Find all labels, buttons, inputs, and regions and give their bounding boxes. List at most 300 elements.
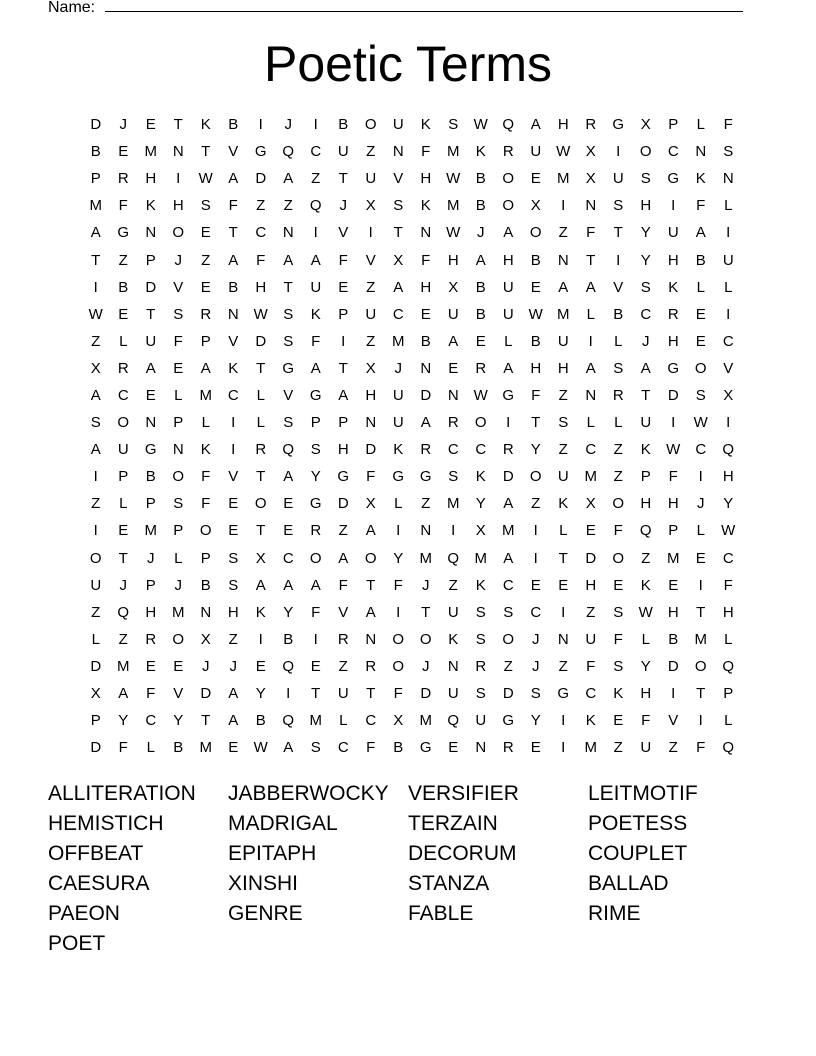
grid-letter[interactable]: U bbox=[392, 414, 404, 432]
grid-letter[interactable]: O bbox=[502, 630, 515, 648]
grid-letter[interactable]: S bbox=[475, 630, 486, 648]
grid-letter[interactable]: S bbox=[90, 414, 101, 432]
grid-letter[interactable]: G bbox=[502, 386, 515, 404]
grid-letter[interactable]: A bbox=[365, 603, 376, 621]
grid-letter[interactable]: I bbox=[258, 630, 263, 648]
grid-letter[interactable]: Z bbox=[448, 576, 458, 594]
grid-letter[interactable]: U bbox=[447, 685, 459, 703]
grid-letter[interactable]: X bbox=[365, 495, 376, 513]
grid-letter[interactable]: E bbox=[338, 278, 349, 296]
grid-letter[interactable]: H bbox=[337, 441, 349, 459]
grid-letter[interactable]: T bbox=[696, 603, 706, 621]
grid-letter[interactable]: V bbox=[338, 603, 349, 621]
grid-letter[interactable]: A bbox=[310, 359, 321, 377]
grid-letter[interactable]: F bbox=[393, 576, 403, 594]
grid-letter[interactable]: Z bbox=[503, 657, 513, 675]
grid-letter[interactable]: A bbox=[228, 170, 239, 188]
grid-letter[interactable]: A bbox=[585, 359, 596, 377]
grid-letter[interactable]: J bbox=[697, 495, 705, 513]
grid-letter[interactable]: L bbox=[256, 386, 265, 404]
grid-letter[interactable]: K bbox=[558, 495, 569, 513]
grid-letter[interactable]: P bbox=[310, 414, 321, 432]
grid-letter[interactable]: W bbox=[556, 143, 571, 161]
grid-letter[interactable]: U bbox=[530, 143, 542, 161]
grid-letter[interactable]: B bbox=[228, 116, 239, 134]
grid-letter[interactable]: L bbox=[504, 332, 513, 350]
grid-letter[interactable]: K bbox=[668, 278, 679, 296]
grid-letter[interactable]: M bbox=[694, 630, 707, 648]
grid-letter[interactable]: B bbox=[530, 332, 541, 350]
grid-letter[interactable]: J bbox=[532, 630, 540, 648]
grid-letter[interactable]: G bbox=[502, 712, 515, 730]
grid-letter[interactable]: L bbox=[119, 332, 128, 350]
grid-letter[interactable]: R bbox=[502, 739, 514, 757]
grid-letter[interactable]: Z bbox=[613, 739, 623, 757]
grid-letter[interactable]: Z bbox=[228, 630, 238, 648]
grid-letter[interactable]: E bbox=[310, 657, 321, 675]
grid-letter[interactable]: S bbox=[283, 332, 294, 350]
grid-letter[interactable]: L bbox=[641, 630, 650, 648]
grid-letter[interactable]: O bbox=[254, 495, 267, 513]
grid-letter[interactable]: D bbox=[667, 386, 679, 404]
grid-letter[interactable]: S bbox=[173, 495, 184, 513]
grid-letter[interactable]: N bbox=[200, 603, 212, 621]
grid-letter[interactable]: D bbox=[365, 441, 377, 459]
grid-letter[interactable]: Q bbox=[639, 522, 652, 540]
grid-letter[interactable]: S bbox=[723, 143, 734, 161]
grid-letter[interactable]: I bbox=[561, 712, 566, 730]
grid-letter[interactable]: E bbox=[530, 170, 541, 188]
grid-letter[interactable]: R bbox=[310, 522, 322, 540]
grid-letter[interactable]: F bbox=[696, 197, 706, 215]
grid-letter[interactable]: T bbox=[558, 549, 568, 567]
grid-letter[interactable]: N bbox=[172, 441, 184, 459]
grid-letter[interactable]: O bbox=[502, 170, 515, 188]
grid-letter[interactable]: O bbox=[529, 468, 542, 486]
grid-letter[interactable]: W bbox=[446, 224, 461, 242]
grid-letter[interactable]: A bbox=[283, 468, 294, 486]
grid-letter[interactable]: M bbox=[117, 657, 130, 675]
grid-letter[interactable]: E bbox=[695, 549, 706, 567]
grid-letter[interactable]: K bbox=[640, 576, 651, 594]
grid-letter[interactable]: N bbox=[282, 224, 294, 242]
grid-letter[interactable]: L bbox=[696, 278, 705, 296]
grid-letter[interactable]: X bbox=[393, 712, 404, 730]
grid-letter[interactable]: Q bbox=[282, 712, 295, 730]
grid-letter[interactable]: S bbox=[283, 414, 294, 432]
grid-letter[interactable]: F bbox=[613, 522, 623, 540]
grid-letter[interactable]: F bbox=[173, 332, 183, 350]
grid-letter[interactable]: S bbox=[173, 305, 184, 323]
grid-letter[interactable]: L bbox=[339, 712, 348, 730]
grid-letter[interactable]: J bbox=[202, 657, 210, 675]
grid-letter[interactable]: I bbox=[726, 305, 731, 323]
grid-letter[interactable]: I bbox=[93, 522, 98, 540]
grid-letter[interactable]: E bbox=[448, 359, 459, 377]
grid-letter[interactable]: M bbox=[584, 739, 597, 757]
grid-letter[interactable]: Z bbox=[558, 386, 568, 404]
grid-letter[interactable]: I bbox=[313, 224, 318, 242]
grid-letter[interactable]: H bbox=[557, 359, 569, 377]
grid-letter[interactable]: K bbox=[640, 441, 651, 459]
grid-letter[interactable]: A bbox=[393, 278, 404, 296]
grid-letter[interactable]: A bbox=[283, 251, 294, 269]
grid-letter[interactable]: P bbox=[668, 522, 679, 540]
grid-letter[interactable]: S bbox=[283, 305, 294, 323]
grid-letter[interactable]: C bbox=[282, 549, 294, 567]
grid-letter[interactable]: K bbox=[145, 197, 156, 215]
grid-letter[interactable]: U bbox=[612, 170, 624, 188]
grid-letter[interactable]: A bbox=[90, 441, 101, 459]
grid-letter[interactable]: U bbox=[365, 170, 377, 188]
grid-letter[interactable]: D bbox=[337, 495, 349, 513]
grid-letter[interactable]: N bbox=[722, 170, 734, 188]
grid-letter[interactable]: T bbox=[201, 143, 211, 161]
grid-letter[interactable]: M bbox=[447, 197, 460, 215]
grid-letter[interactable]: R bbox=[117, 170, 129, 188]
grid-letter[interactable]: M bbox=[392, 332, 405, 350]
grid-letter[interactable]: B bbox=[613, 305, 624, 323]
grid-letter[interactable]: N bbox=[365, 630, 377, 648]
grid-letter[interactable]: Z bbox=[283, 197, 293, 215]
grid-letter[interactable]: Z bbox=[558, 441, 568, 459]
grid-letter[interactable]: Y bbox=[393, 549, 404, 567]
grid-letter[interactable]: W bbox=[198, 170, 213, 188]
grid-letter[interactable]: N bbox=[557, 630, 569, 648]
grid-letter[interactable]: E bbox=[118, 143, 129, 161]
grid-letter[interactable]: T bbox=[256, 359, 266, 377]
grid-letter[interactable]: S bbox=[695, 386, 706, 404]
grid-letter[interactable]: R bbox=[585, 116, 597, 134]
grid-letter[interactable]: T bbox=[256, 522, 266, 540]
grid-letter[interactable]: L bbox=[724, 712, 733, 730]
grid-letter[interactable]: F bbox=[723, 576, 733, 594]
grid-letter[interactable]: T bbox=[613, 224, 623, 242]
grid-letter[interactable]: S bbox=[448, 116, 459, 134]
grid-letter[interactable]: A bbox=[118, 685, 129, 703]
grid-letter[interactable]: X bbox=[448, 278, 459, 296]
grid-letter[interactable]: B bbox=[228, 278, 239, 296]
grid-letter[interactable]: E bbox=[228, 522, 239, 540]
grid-letter[interactable]: C bbox=[337, 739, 349, 757]
grid-letter[interactable]: O bbox=[694, 657, 707, 675]
grid-letter[interactable]: L bbox=[201, 414, 210, 432]
grid-letter[interactable]: L bbox=[724, 278, 733, 296]
grid-letter[interactable]: E bbox=[173, 657, 184, 675]
grid-letter[interactable]: A bbox=[283, 576, 294, 594]
grid-letter[interactable]: S bbox=[613, 359, 624, 377]
grid-letter[interactable]: Z bbox=[91, 495, 101, 513]
grid-letter[interactable]: A bbox=[145, 359, 156, 377]
grid-letter[interactable]: G bbox=[117, 224, 130, 242]
grid-letter[interactable]: T bbox=[421, 603, 431, 621]
grid-letter[interactable]: I bbox=[231, 441, 236, 459]
grid-letter[interactable]: U bbox=[667, 224, 679, 242]
grid-letter[interactable]: L bbox=[394, 495, 403, 513]
grid-letter[interactable]: O bbox=[612, 495, 625, 513]
grid-letter[interactable]: H bbox=[640, 685, 652, 703]
grid-letter[interactable]: J bbox=[229, 657, 237, 675]
grid-letter[interactable]: F bbox=[393, 685, 403, 703]
grid-letter[interactable]: N bbox=[447, 386, 459, 404]
grid-letter[interactable]: Z bbox=[366, 143, 376, 161]
grid-letter[interactable]: Z bbox=[531, 495, 541, 513]
grid-letter[interactable]: A bbox=[475, 251, 486, 269]
grid-letter[interactable]: F bbox=[118, 739, 128, 757]
grid-letter[interactable]: R bbox=[337, 630, 349, 648]
grid-letter[interactable]: D bbox=[502, 468, 514, 486]
grid-letter[interactable]: A bbox=[90, 224, 101, 242]
grid-letter[interactable]: A bbox=[228, 251, 239, 269]
grid-letter[interactable]: Q bbox=[447, 712, 460, 730]
name-underline[interactable] bbox=[105, 0, 743, 12]
grid-letter[interactable]: E bbox=[200, 278, 211, 296]
grid-letter[interactable]: G bbox=[282, 359, 295, 377]
grid-letter[interactable]: K bbox=[613, 685, 624, 703]
grid-letter[interactable]: M bbox=[144, 522, 157, 540]
grid-letter[interactable]: S bbox=[448, 468, 459, 486]
grid-letter[interactable]: O bbox=[199, 522, 212, 540]
grid-letter[interactable]: O bbox=[419, 630, 432, 648]
grid-letter[interactable]: V bbox=[228, 468, 239, 486]
grid-letter[interactable]: D bbox=[502, 685, 514, 703]
grid-letter[interactable]: Q bbox=[722, 441, 735, 459]
grid-letter[interactable]: I bbox=[616, 143, 621, 161]
grid-letter[interactable]: N bbox=[420, 359, 432, 377]
grid-letter[interactable]: X bbox=[585, 495, 596, 513]
grid-letter[interactable]: F bbox=[311, 332, 321, 350]
grid-letter[interactable]: L bbox=[614, 414, 623, 432]
grid-letter[interactable]: H bbox=[667, 332, 679, 350]
grid-letter[interactable]: I bbox=[698, 576, 703, 594]
grid-letter[interactable]: Y bbox=[255, 685, 266, 703]
grid-letter[interactable]: T bbox=[338, 170, 348, 188]
grid-letter[interactable]: D bbox=[200, 685, 212, 703]
grid-letter[interactable]: B bbox=[283, 630, 294, 648]
grid-letter[interactable]: O bbox=[117, 414, 130, 432]
grid-letter[interactable]: X bbox=[393, 251, 404, 269]
grid-letter[interactable]: G bbox=[337, 468, 350, 486]
grid-letter[interactable]: N bbox=[392, 143, 404, 161]
grid-letter[interactable]: F bbox=[311, 603, 321, 621]
grid-letter[interactable]: H bbox=[722, 603, 734, 621]
grid-letter[interactable]: A bbox=[200, 359, 211, 377]
grid-letter[interactable]: U bbox=[310, 278, 322, 296]
grid-letter[interactable]: P bbox=[723, 685, 734, 703]
grid-letter[interactable]: L bbox=[91, 630, 100, 648]
grid-letter[interactable]: M bbox=[144, 143, 157, 161]
grid-letter[interactable]: N bbox=[172, 143, 184, 161]
grid-letter[interactable]: N bbox=[475, 739, 487, 757]
grid-letter[interactable]: B bbox=[393, 739, 404, 757]
grid-letter[interactable]: W bbox=[473, 386, 488, 404]
grid-letter[interactable]: M bbox=[667, 549, 680, 567]
grid-letter[interactable]: R bbox=[365, 657, 377, 675]
grid-letter[interactable]: E bbox=[228, 495, 239, 513]
grid-letter[interactable]: J bbox=[477, 224, 485, 242]
grid-letter[interactable]: H bbox=[667, 251, 679, 269]
grid-letter[interactable]: X bbox=[640, 116, 651, 134]
grid-letter[interactable]: F bbox=[118, 197, 128, 215]
grid-letter[interactable]: M bbox=[502, 522, 515, 540]
grid-letter[interactable]: X bbox=[90, 359, 101, 377]
grid-letter[interactable]: R bbox=[145, 630, 157, 648]
grid-letter[interactable]: B bbox=[420, 332, 431, 350]
grid-letter[interactable]: W bbox=[721, 522, 736, 540]
grid-letter[interactable]: A bbox=[365, 522, 376, 540]
grid-letter[interactable]: U bbox=[145, 332, 157, 350]
grid-letter[interactable]: Y bbox=[530, 441, 541, 459]
grid-letter[interactable]: K bbox=[420, 197, 431, 215]
grid-letter[interactable]: F bbox=[256, 251, 266, 269]
grid-letter[interactable]: L bbox=[724, 197, 733, 215]
grid-letter[interactable]: F bbox=[366, 468, 376, 486]
grid-letter[interactable]: T bbox=[146, 305, 156, 323]
grid-letter[interactable]: P bbox=[145, 576, 156, 594]
grid-letter[interactable]: J bbox=[174, 251, 182, 269]
grid-letter[interactable]: N bbox=[145, 414, 157, 432]
grid-letter[interactable]: J bbox=[532, 657, 540, 675]
grid-letter[interactable]: L bbox=[696, 522, 705, 540]
grid-letter[interactable]: U bbox=[640, 414, 652, 432]
grid-letter[interactable]: P bbox=[668, 116, 679, 134]
grid-letter[interactable]: M bbox=[172, 603, 185, 621]
grid-letter[interactable]: M bbox=[309, 712, 322, 730]
grid-letter[interactable]: W bbox=[638, 603, 653, 621]
grid-letter[interactable]: I bbox=[93, 468, 98, 486]
grid-letter[interactable]: K bbox=[228, 359, 239, 377]
grid-letter[interactable]: Y bbox=[118, 712, 129, 730]
grid-letter[interactable]: Z bbox=[586, 603, 596, 621]
grid-letter[interactable]: A bbox=[558, 278, 569, 296]
grid-letter[interactable]: Y bbox=[530, 712, 541, 730]
grid-letter[interactable]: C bbox=[640, 305, 652, 323]
grid-letter[interactable]: G bbox=[557, 685, 570, 703]
grid-letter[interactable]: K bbox=[420, 116, 431, 134]
grid-letter[interactable]: R bbox=[475, 359, 487, 377]
grid-letter[interactable]: L bbox=[614, 332, 623, 350]
grid-letter[interactable]: I bbox=[313, 630, 318, 648]
grid-letter[interactable]: P bbox=[200, 332, 211, 350]
grid-letter[interactable]: B bbox=[145, 468, 156, 486]
grid-letter[interactable]: I bbox=[231, 414, 236, 432]
grid-letter[interactable]: S bbox=[475, 685, 486, 703]
grid-letter[interactable]: H bbox=[227, 603, 239, 621]
grid-letter[interactable]: T bbox=[228, 224, 238, 242]
grid-letter[interactable]: P bbox=[640, 468, 651, 486]
grid-letter[interactable]: W bbox=[88, 305, 103, 323]
grid-letter[interactable]: D bbox=[420, 386, 432, 404]
grid-letter[interactable]: L bbox=[174, 386, 183, 404]
grid-letter[interactable]: P bbox=[338, 414, 349, 432]
grid-letter[interactable]: R bbox=[447, 414, 459, 432]
grid-letter[interactable]: O bbox=[474, 414, 487, 432]
grid-letter[interactable]: Q bbox=[282, 143, 295, 161]
grid-letter[interactable]: T bbox=[393, 224, 403, 242]
grid-letter[interactable]: E bbox=[118, 522, 129, 540]
grid-letter[interactable]: V bbox=[228, 143, 239, 161]
grid-letter[interactable]: B bbox=[695, 251, 706, 269]
grid-letter[interactable]: E bbox=[145, 116, 156, 134]
grid-letter[interactable]: J bbox=[174, 576, 182, 594]
grid-letter[interactable]: F bbox=[613, 630, 623, 648]
grid-letter[interactable]: W bbox=[253, 305, 268, 323]
grid-letter[interactable]: H bbox=[530, 359, 542, 377]
grid-letter[interactable]: H bbox=[585, 576, 597, 594]
grid-letter[interactable]: X bbox=[475, 522, 486, 540]
grid-letter[interactable]: I bbox=[341, 332, 346, 350]
grid-letter[interactable]: F bbox=[586, 657, 596, 675]
grid-letter[interactable]: U bbox=[502, 305, 514, 323]
grid-letter[interactable]: S bbox=[228, 576, 239, 594]
grid-letter[interactable]: Y bbox=[640, 251, 651, 269]
grid-letter[interactable]: M bbox=[474, 549, 487, 567]
grid-letter[interactable]: S bbox=[228, 549, 239, 567]
grid-letter[interactable]: V bbox=[228, 332, 239, 350]
grid-letter[interactable]: S bbox=[393, 197, 404, 215]
grid-letter[interactable]: E bbox=[283, 522, 294, 540]
grid-letter[interactable]: D bbox=[255, 170, 267, 188]
grid-letter[interactable]: H bbox=[447, 251, 459, 269]
grid-letter[interactable]: N bbox=[420, 224, 432, 242]
grid-letter[interactable]: B bbox=[118, 278, 129, 296]
grid-letter[interactable]: E bbox=[420, 305, 431, 323]
grid-letter[interactable]: R bbox=[117, 359, 129, 377]
grid-letter[interactable]: U bbox=[337, 143, 349, 161]
grid-letter[interactable]: L bbox=[146, 739, 155, 757]
grid-letter[interactable]: E bbox=[145, 386, 156, 404]
grid-letter[interactable]: P bbox=[173, 414, 184, 432]
grid-letter[interactable]: A bbox=[448, 332, 459, 350]
grid-letter[interactable]: S bbox=[475, 603, 486, 621]
grid-letter[interactable]: L bbox=[696, 116, 705, 134]
grid-letter[interactable]: Z bbox=[366, 332, 376, 350]
grid-letter[interactable]: C bbox=[530, 603, 542, 621]
grid-letter[interactable]: A bbox=[228, 685, 239, 703]
grid-letter[interactable]: G bbox=[667, 170, 680, 188]
grid-letter[interactable]: T bbox=[366, 685, 376, 703]
grid-letter[interactable]: E bbox=[695, 332, 706, 350]
grid-letter[interactable]: Z bbox=[366, 278, 376, 296]
grid-letter[interactable]: D bbox=[420, 685, 432, 703]
grid-letter[interactable]: O bbox=[502, 197, 515, 215]
grid-letter[interactable]: D bbox=[255, 332, 267, 350]
grid-letter[interactable]: C bbox=[255, 224, 267, 242]
grid-letter[interactable]: N bbox=[447, 657, 459, 675]
grid-letter[interactable]: V bbox=[173, 278, 184, 296]
grid-letter[interactable]: S bbox=[200, 197, 211, 215]
grid-letter[interactable]: E bbox=[530, 739, 541, 757]
grid-letter[interactable]: Z bbox=[558, 657, 568, 675]
grid-letter[interactable]: X bbox=[90, 685, 101, 703]
grid-letter[interactable]: E bbox=[613, 576, 624, 594]
grid-letter[interactable]: O bbox=[172, 468, 185, 486]
grid-letter[interactable]: G bbox=[419, 739, 432, 757]
grid-letter[interactable]: P bbox=[90, 712, 101, 730]
grid-letter[interactable]: N bbox=[365, 414, 377, 432]
grid-letter[interactable]: P bbox=[145, 495, 156, 513]
grid-letter[interactable]: G bbox=[419, 468, 432, 486]
grid-letter[interactable]: J bbox=[394, 359, 402, 377]
grid-letter[interactable]: A bbox=[283, 170, 294, 188]
grid-letter[interactable]: X bbox=[585, 143, 596, 161]
grid-letter[interactable]: G bbox=[612, 116, 625, 134]
grid-letter[interactable]: S bbox=[613, 603, 624, 621]
grid-letter[interactable]: J bbox=[422, 657, 430, 675]
grid-letter[interactable]: C bbox=[365, 712, 377, 730]
grid-letter[interactable]: Y bbox=[310, 468, 321, 486]
grid-letter[interactable]: F bbox=[421, 251, 431, 269]
